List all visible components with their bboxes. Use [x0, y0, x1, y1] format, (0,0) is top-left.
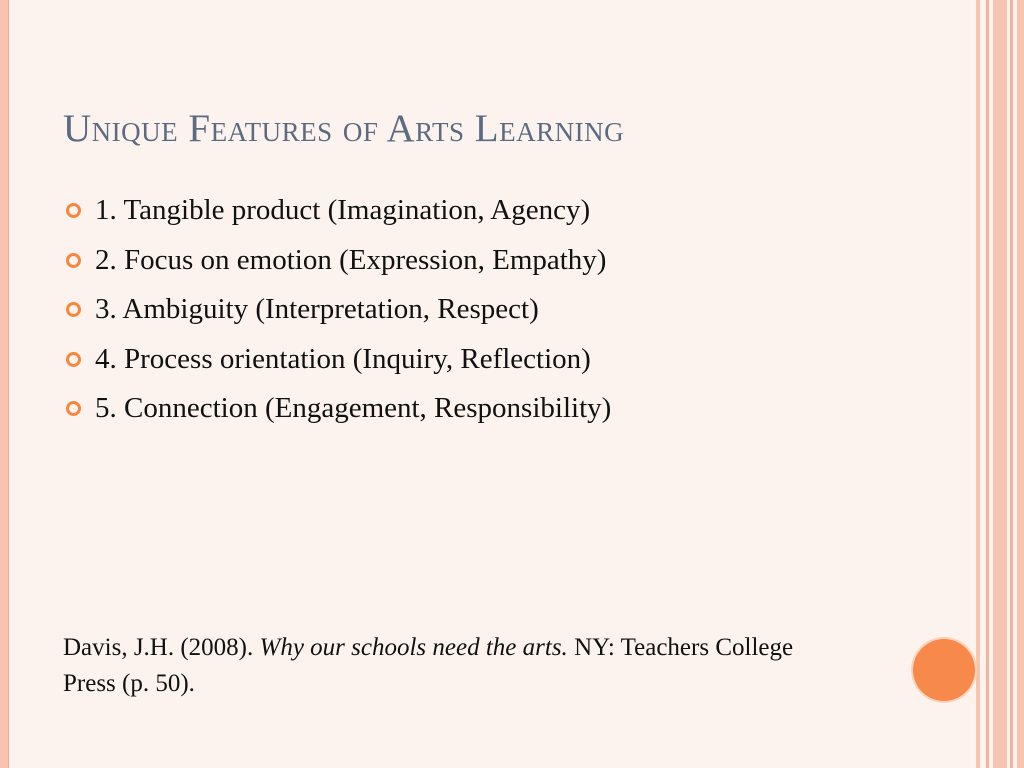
- stripe: [1017, 0, 1024, 768]
- bullet-item: [66, 335, 611, 385]
- stripe: [976, 0, 980, 768]
- stripe: [986, 0, 989, 768]
- ring-bullet-icon: [66, 302, 81, 317]
- ring-bullet-icon: [66, 253, 81, 268]
- bullet-list: [66, 186, 611, 434]
- bullet-text: 5. Connection (Engagement, Responsibility): [95, 392, 612, 425]
- bullet-text: 4. Process orientation (Inquiry, Reflection): [95, 342, 591, 375]
- bullet-item: [66, 384, 611, 434]
- bullet-item: [66, 186, 611, 236]
- citation-work-title: Why our schools need the arts.: [259, 634, 568, 661]
- stripe: [1010, 0, 1013, 768]
- ring-bullet-icon: [66, 203, 81, 218]
- bullet-item: [66, 236, 611, 286]
- decorative-circle: [913, 639, 975, 701]
- bullet-item: [66, 285, 611, 335]
- stripe: [993, 0, 1007, 768]
- ring-bullet-icon: [66, 352, 81, 367]
- bullet-text: 3. Ambiguity (Interpretation, Respect): [95, 293, 539, 326]
- citation: [63, 630, 823, 702]
- citation-publisher: NY: Teachers College Press (p. 50).: [63, 634, 794, 697]
- citation-authors: Davis, J.H. (2008).: [63, 634, 260, 661]
- bullet-text: 1. Tangible product (Imagination, Agency): [95, 194, 591, 227]
- slide-title: Unique Features of Arts Learning: [63, 107, 625, 150]
- left-border-decoration: [0, 0, 9, 768]
- bullet-text: 2. Focus on emotion (Expression, Empathy): [95, 243, 607, 276]
- ring-bullet-icon: [66, 401, 81, 416]
- right-stripe-decoration: [976, 0, 1024, 768]
